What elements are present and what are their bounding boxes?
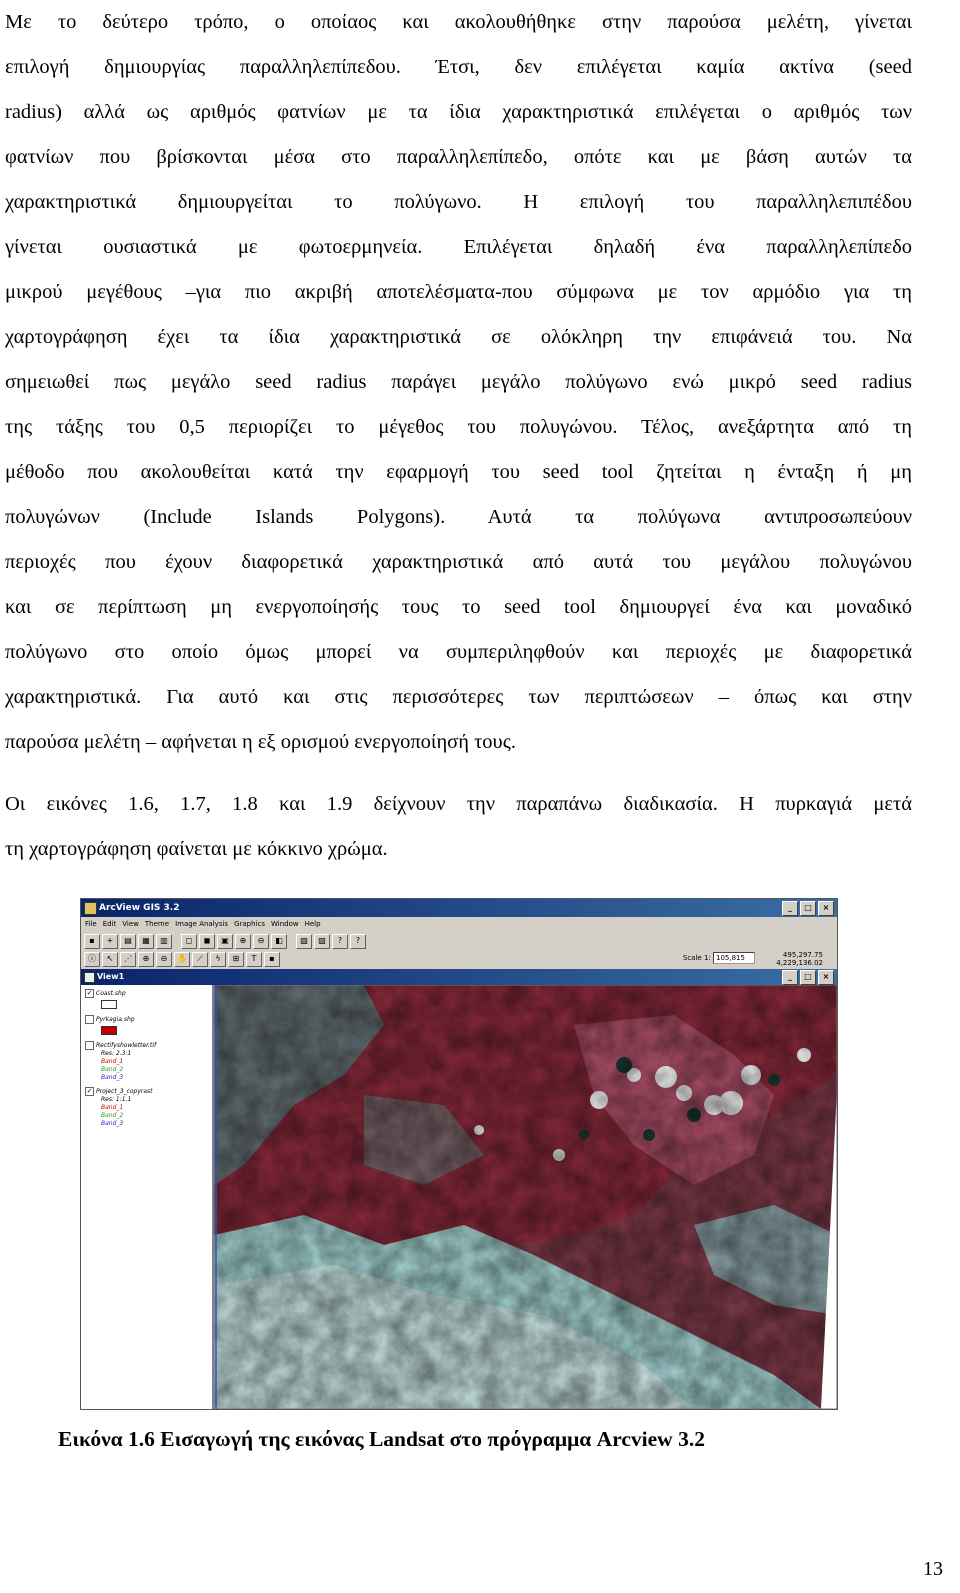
legend-editor-icon[interactable]: ▥ (156, 934, 172, 949)
pointer-icon[interactable]: ↖ (102, 952, 118, 967)
paragraph-main-line: γίνεται ουσιαστικά με φωτοερμηνεία. Επιλέγεται δηλαδή ένα παραλληλεπίπεδο (5, 236, 912, 258)
legend-swatch-red (101, 1026, 117, 1035)
paragraph-figures-intro-line: τη χαρτογράφηση φαίνεται με κόκκινο χρώμα. (5, 838, 388, 860)
paragraph-main-line: μικρού μεγέθους –για πιο ακριβή αποτελέσματα-που σύμφωνα με τον αρμόδιο για τη (5, 281, 912, 303)
legend-swatch (101, 1000, 117, 1009)
minimize-icon[interactable]: _ (782, 901, 798, 916)
identify-icon[interactable]: ⓘ (84, 952, 100, 967)
paragraph-main-line: περιοχές που έχουν διαφορετικά χαρακτηριστικά από αυτά του μεγάλου πολυγώνου (5, 551, 912, 573)
arcview-screenshot-figure (80, 898, 838, 1410)
paragraph-main-line: σημειωθεί πως μεγάλο seed radius παράγει μεγάλο πολύγωνο ενώ μικρό seed radius (5, 371, 912, 393)
add-theme-icon[interactable]: + (102, 934, 118, 949)
close-icon[interactable]: × (818, 901, 834, 916)
table-of-contents (81, 985, 214, 1409)
paragraph-main-line: πολυγώνων (Include Islands Polygons). Αυτά τα πολύγωνα αντιπροσωπεύουν (5, 506, 912, 528)
pan-icon[interactable]: ✋ (174, 952, 190, 967)
paragraph-main-line: χαρτογράφηση έχει τα ίδια χαρακτηριστικά σε ολόκληρη την επιφάνειά του. Να (5, 326, 912, 348)
toc-rectify-band3: Band_3 (101, 1074, 124, 1081)
select-features-icon[interactable]: ▧ (296, 934, 312, 949)
view-icon (84, 972, 95, 983)
save-icon[interactable]: ▪ (84, 934, 100, 949)
query-icon[interactable]: ? (332, 934, 348, 949)
figure-caption: Εικόνα 1.6 Εισαγωγή της εικόνας Landsat στο πρόγραμμα Arcview 3.2 (58, 1427, 705, 1451)
coord-x: 495,297.75 (782, 951, 823, 959)
checkbox-unchecked-icon[interactable] (85, 1041, 94, 1050)
menu-graphics[interactable]: Graphics (234, 920, 265, 928)
toc-rectify[interactable]: Rectifyshowletter.tif (85, 1041, 156, 1050)
menu-theme[interactable]: Theme (144, 920, 170, 928)
paragraph-main-line: μέθοδο που ακολουθείται κατά την εφαρμογή του seed tool ζητείται η ένταξη ή μη (5, 461, 912, 483)
checkbox-unchecked-icon[interactable] (85, 1015, 94, 1024)
hotlink-icon[interactable]: ϟ (210, 952, 226, 967)
vertex-edit-icon[interactable]: ⋰ (120, 952, 136, 967)
zoom-out-tool-icon[interactable]: ⊖ (156, 952, 172, 967)
paragraph-main-line: Με το δεύτερο τρόπο, ο οποίαος και ακολουθήθηκε στην παρούσα μελέτη, γίνεται (5, 11, 912, 33)
paragraph-main-line: και σε περίπτωση μη ενεργοποίησής τους το seed tool δημιουργεί ένα και μοναδικό (5, 596, 912, 618)
page-number: 13 (923, 1558, 943, 1580)
paragraph-main-line: χαρακτηριστικά δημιουργείται το πολύγωνο. Η επιλογή του παραλληλεπιπέδου (5, 191, 912, 213)
menu-bar (81, 917, 837, 931)
clear-selection-icon[interactable]: ▨ (314, 934, 330, 949)
app-title: ArcView GIS 3.2 (99, 903, 180, 913)
paragraph-main-line: της τάξης του 0,5 περιορίζει το μέγεθος του πολυγώνου. Τέλος, ανεξάρτητα από τη (5, 416, 912, 438)
coord-y: 4,229,136.02 (776, 959, 823, 967)
paragraph-main-line: επιλογή δημιουργίας παραλληλεπίπεδου. Έτσι, δεν επιλέγεται καμία ακτίνα (seed (5, 56, 912, 78)
toc-project-res: Res: 1:1.1 (101, 1096, 132, 1103)
menu-image-analysis[interactable]: Image Analysis (175, 920, 229, 928)
paragraph-main-line: πολύγωνο στο οποίο όμως μπορεί να συμπεριληφθούν και περιοχές με διαφορετικά (5, 641, 912, 663)
menu-edit[interactable]: Edit (102, 920, 117, 928)
scale-box (683, 952, 755, 964)
table-icon[interactable]: ▦ (138, 934, 154, 949)
toc-pyrkagia[interactable]: Pyrkagia.shp (85, 1015, 135, 1024)
zoom-active-icon[interactable]: ◼ (199, 934, 215, 949)
arcview-app-icon (84, 902, 97, 915)
coordinate-readout (776, 951, 823, 967)
view-window-titlebar[interactable] (81, 969, 837, 985)
landsat-image (214, 985, 837, 1409)
toc-project-band1: Band_1 (101, 1104, 124, 1111)
app-titlebar (81, 899, 837, 917)
checkbox-checked-icon[interactable]: ✓ (86, 989, 93, 997)
button-bar (81, 932, 837, 950)
view-title: View1 (97, 972, 125, 981)
zoom-in-icon[interactable]: ⊕ (235, 934, 251, 949)
paragraph-figures-intro (5, 782, 912, 872)
scale-label: Scale 1: (682, 954, 711, 962)
map-display[interactable] (214, 985, 837, 1409)
menu-window[interactable]: Window (270, 920, 299, 928)
toc-project-band3: Band_3 (101, 1120, 124, 1127)
view-close-icon[interactable]: × (818, 970, 834, 985)
checkbox-checked-icon[interactable]: ✓ (86, 1087, 93, 1095)
theme-properties-icon[interactable]: ▤ (120, 934, 136, 949)
maximize-icon[interactable]: □ (800, 901, 816, 916)
toc-rectify-band2: Band_2 (101, 1066, 124, 1073)
zoom-in-tool-icon[interactable]: ⊕ (138, 952, 154, 967)
paragraph-main-line: παρούσα μελέτη – αφήνεται η εξ ορισμού ενεργοποίησή τους. (5, 731, 516, 753)
scale-field[interactable]: 105,815 (713, 952, 755, 964)
toc-rectify-res: Res: 2.3:1 (101, 1050, 132, 1057)
measure-icon[interactable]: ⟋ (192, 952, 208, 967)
menu-help[interactable]: Help (304, 920, 321, 928)
area-select-icon[interactable]: ⊞ (228, 952, 244, 967)
zoom-out-icon[interactable]: ⊖ (253, 934, 269, 949)
zoom-selected-icon[interactable]: ▣ (217, 934, 233, 949)
toc-project[interactable]: ✓ Project_3_copyrast (86, 1087, 153, 1095)
zoom-full-icon[interactable]: ◻ (181, 934, 197, 949)
view-maximize-icon[interactable]: □ (800, 970, 816, 985)
paragraph-main (5, 0, 912, 765)
text-tool-icon[interactable]: T (246, 952, 262, 967)
draw-tool-icon[interactable]: ▪ (264, 952, 280, 967)
help-icon[interactable]: ? (350, 934, 366, 949)
view-minimize-icon[interactable]: _ (782, 970, 798, 985)
paragraph-figures-intro-line: Οι εικόνες 1.6, 1.7, 1.8 και 1.9 δείχνουν την παραπάνω διαδικασία. Η πυρκαγιά μετά (5, 793, 912, 815)
paragraph-main-line: φατνίων που βρίσκονται μέσα στο παραλληλεπίπεδο, οπότε και με βάση αυτών τα (5, 146, 912, 168)
paragraph-main-line: χαρακτηριστικά. Για αυτό και στις περισσότερες των περιπτώσεων – όπως και στην (5, 686, 912, 708)
menu-file[interactable]: File (85, 920, 97, 928)
paragraph-main-line: radius) αλλά ως αριθμός φατνίων με τα ίδια χαρακτηριστικά επιλέγεται ο αριθμός των (5, 101, 912, 123)
toc-rectify-band1: Band_1 (101, 1058, 124, 1065)
menu-view[interactable]: View (122, 920, 139, 928)
toc-coast[interactable]: ✓ Coast.shp (86, 989, 126, 997)
zoom-previous-icon[interactable]: ◧ (271, 934, 287, 949)
toc-project-band2: Band_2 (101, 1112, 124, 1119)
